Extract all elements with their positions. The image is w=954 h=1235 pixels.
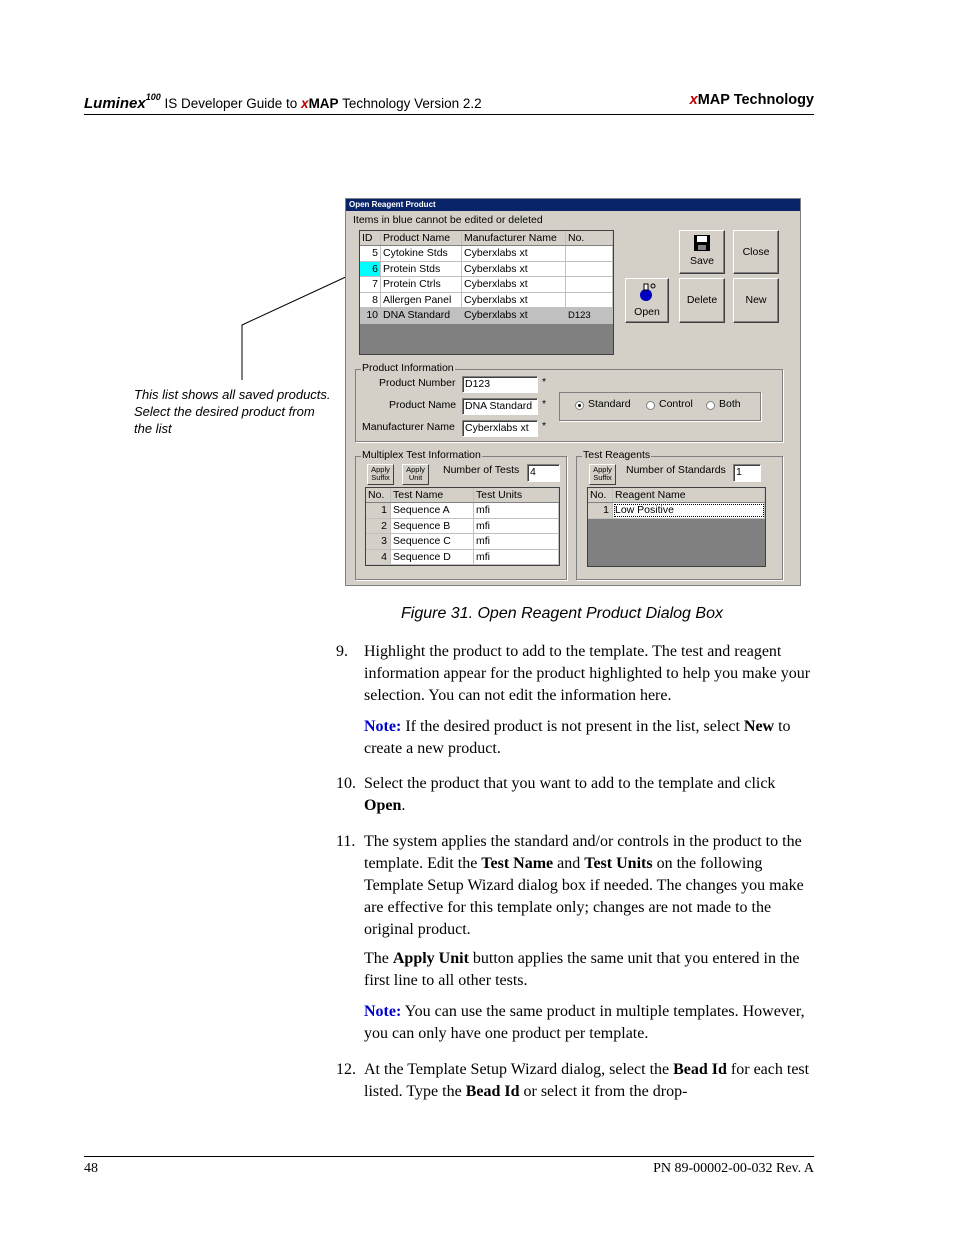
save-button[interactable] [679,230,725,274]
col-no: No. [588,488,613,502]
product-name-label: Product Name [389,399,457,411]
row-no [566,293,613,308]
both-radio-label: Both [719,398,741,410]
control-radio[interactable] [646,401,655,410]
apply-suffix-label-1: Apply [371,465,390,474]
step-10-number: 10. [336,775,356,792]
product-information-title: Product Information [362,362,454,374]
table-row[interactable] [366,550,559,566]
col-test-units: Test Units [474,488,559,502]
row-test-name: Sequence B [391,519,474,534]
number-of-standards-field[interactable]: 1 [733,464,761,482]
step-12-part-a: At the Template Setup Wizard dialog, select the [364,1061,674,1078]
open-button[interactable] [625,278,669,323]
col-test-name: Test Name [391,488,474,502]
step-10-text [364,773,814,817]
step-11-paragraph-2 [364,948,814,992]
step-11-part-d: on the following Template Setup Wizard dialog box if needed. The changes you make are effective for this template only; changes are not made to the original product. [364,855,804,938]
col-no: No. [366,488,391,502]
number-of-standards-label: Number of Standards [626,464,726,476]
step-9-text: Highlight the product to add to the template. The test and reagent information appear for the product highlighted to help you make your selection. You can not edit the information here. [364,643,811,704]
apply-unit-button[interactable] [402,464,429,485]
row-no: 3 [366,534,391,549]
table-row-selected[interactable] [360,308,613,324]
standard-radio-label: Standard [588,398,631,410]
step-12-bold-1: Bead Id [673,1061,727,1078]
row-test-units: mfi [474,519,559,534]
apply-suffix-label-1: Apply [593,465,612,474]
manufacturer-name-field[interactable]: Cyberxlabs xt [462,420,538,437]
dialog-hint: Items in blue cannot be edited or deleted [353,214,543,226]
table-row[interactable] [360,277,613,293]
p2-part-c: button applies the same unit that you entered in the first line to all other tests. [364,950,800,989]
step-12-part-d: or select it from the drop- [519,1083,688,1100]
row-test-name: Sequence D [391,550,474,565]
row-no: D123 [566,308,613,323]
table-row[interactable] [360,246,613,262]
delete-button[interactable]: Delete [679,278,725,323]
step-11-bold-1: Test Name [481,855,554,872]
row-test-units: mfi [474,534,559,549]
section-x-letter: x [689,92,698,108]
save-label: Save [690,255,714,267]
table-row[interactable] [366,534,559,550]
row-product-name: DNA Standard [381,308,462,323]
step-11-text [364,831,814,941]
manufacturer-name-label: Manufacturer Name [362,421,455,433]
reagent-table-header [588,488,765,503]
callout-text: This list shows all saved products. Select the desired product from the list [134,387,331,436]
table-row[interactable] [366,503,559,519]
step-12-part-c: for each test listed. Type the [364,1061,810,1100]
brand-superscript: 100 [145,92,161,102]
note-label: Note: [364,1003,402,1020]
required-marker: * [542,376,547,388]
part-number: PN 89-00002-00-032 Rev. A [653,1161,814,1176]
row-no: 2 [366,519,391,534]
header-section [690,92,814,108]
apply-suffix-label-2: Suffix [593,473,612,482]
apply-suffix-button[interactable] [367,464,394,485]
row-manufacturer: Cyberxlabs xt [462,262,566,277]
row-id: 10 [360,308,381,323]
row-manufacturer: Cyberxlabs xt [462,277,566,292]
product-number-label: Product Number [379,377,456,389]
row-no [566,277,613,292]
test-table[interactable] [365,487,560,566]
product-name-field[interactable]: DNA Standard [462,398,538,415]
section-name: MAP Technology [697,92,814,108]
row-id: 7 [360,277,381,292]
multiplex-test-title: Multiplex Test Information [362,449,481,461]
note-text: You can use the same product in multiple templates. However, you can only have one product per template. [364,1003,805,1042]
page-footer [84,1156,814,1176]
note-end: to create a new product. [364,718,791,757]
row-manufacturer: Cyberxlabs xt [462,308,566,323]
flask-icon [636,281,658,303]
page-number: 48 [84,1161,98,1176]
product-number-field[interactable]: D123 [462,376,538,393]
version-text: Technology Version 2.2 [338,96,482,111]
table-row[interactable] [588,503,765,519]
header-title [84,92,482,112]
col-product-name: Product Name [381,231,462,245]
row-test-units: mfi [474,550,559,565]
step-11-part-a: The system applies the standard and/or controls in the product to the template. Edit the [364,833,802,872]
open-reagent-product-dialog [345,198,801,586]
step-11-bold-2: Test Units [584,855,653,872]
dialog-title-bar: Open Reagent Product [346,199,800,211]
number-of-tests-field[interactable]: 4 [527,464,560,482]
reagent-table[interactable] [587,487,766,567]
both-radio[interactable] [706,401,715,410]
floppy-disk-icon [693,234,711,252]
step-9-note [364,716,814,760]
row-no: 1 [588,503,613,518]
row-id: 6 [360,262,381,277]
col-id: ID [360,231,381,245]
col-manufacturer-name: Manufacturer Name [462,231,566,245]
step-10-bold: Open [364,797,402,814]
figure-caption: Figure 31. Open Reagent Product Dialog Box [401,605,723,622]
new-button[interactable]: New [733,278,779,323]
row-manufacturer: Cyberxlabs xt [462,246,566,261]
step-12-bold-2: Bead Id [465,1083,520,1100]
product-table-header [360,231,613,246]
map-word: MAP [308,96,339,111]
guide-text: IS Developer Guide to [160,96,302,111]
row-product-name: Protein Stds [381,262,462,277]
row-no: 1 [366,503,391,518]
control-radio-label: Control [659,398,693,410]
row-no [566,246,613,261]
row-test-units: mfi [474,503,559,518]
col-reagent-name: Reagent Name [613,488,765,502]
step-10-end: . [401,797,406,814]
open-label: Open [634,306,660,318]
test-reagents-title: Test Reagents [583,449,651,461]
step-12-number: 12. [336,1061,356,1078]
p2-bold: Apply Unit [392,950,469,967]
table-row[interactable] [366,519,559,535]
step-9-number: 9. [336,643,348,660]
row-product-name: Cytokine Stds [381,246,462,261]
row-manufacturer: Cyberxlabs xt [462,293,566,308]
apply-suffix-label-2: Suffix [371,473,390,482]
page-header [84,88,814,115]
step-11-part-c: and [553,855,585,872]
apply-unit-label-1: Apply [406,465,425,474]
required-marker: * [542,420,547,432]
row-reagent-name: Low Positive [613,503,765,518]
standard-radio[interactable] [575,401,584,410]
row-product-name: Allergen Panel [381,293,462,308]
step-11-note [364,1001,814,1045]
step-11-number: 11. [336,833,356,850]
row-test-name: Sequence C [391,534,474,549]
brand-name: Luminex [84,95,146,112]
note-label: Note: [364,718,402,735]
number-of-tests-label: Number of Tests [443,464,520,476]
required-marker: * [542,398,547,410]
reagent-apply-suffix-button[interactable] [589,464,616,485]
test-table-header [366,488,559,503]
apply-unit-label-2: Unit [408,473,423,482]
row-id: 5 [360,246,381,261]
x-letter: x [301,96,309,111]
note-text: If the desired product is not present in the list, select [401,718,744,735]
row-no: 4 [366,550,391,565]
note-bold: New [743,718,775,735]
table-row[interactable] [360,262,613,278]
row-test-name: Sequence A [391,503,474,518]
row-id: 8 [360,293,381,308]
product-table[interactable] [359,230,614,355]
p2-part-a: The [364,950,393,967]
col-no: No. [566,231,613,245]
step-10-main: Select the product that you want to add to the template and click [364,775,776,792]
step-12-text [364,1059,814,1103]
row-no [566,262,613,277]
table-row[interactable] [360,293,613,309]
close-button[interactable]: Close [733,230,779,274]
row-product-name: Protein Ctrls [381,277,462,292]
